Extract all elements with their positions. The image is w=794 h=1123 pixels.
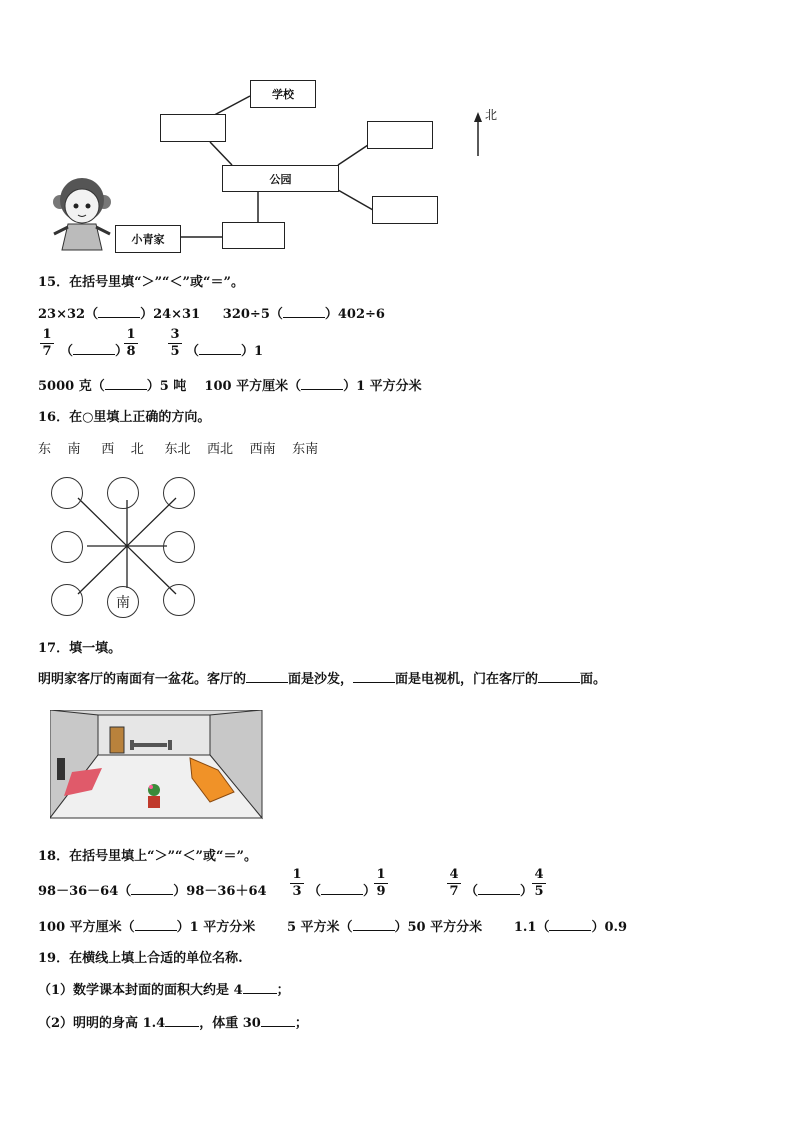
- map-school-label: 学校: [272, 88, 294, 101]
- answer-blank[interactable]: [538, 670, 580, 683]
- direction-circle-nw[interactable]: [51, 477, 83, 509]
- fraction-1-8: $\frac{1}{8}$: [124, 327, 138, 360]
- answer-blank[interactable]: [243, 981, 277, 994]
- q19-item1: （1）数学课本封面的面积大约是 4 ；: [38, 983, 290, 998]
- fraction-4-7: $\frac{4}{7}$: [447, 867, 461, 900]
- fraction-1-3: $\frac{1}{3}$: [290, 867, 304, 900]
- fraction-3-5: $\frac{3}{5}$: [168, 327, 182, 360]
- answer-blank[interactable]: [105, 377, 147, 390]
- map-empty-box-northwest: [160, 114, 226, 142]
- map-park-box: [222, 165, 339, 192]
- direction-circle-ne[interactable]: [163, 477, 195, 509]
- answer-blank[interactable]: [283, 305, 325, 318]
- q18-row1-paren2: （ ）: [465, 884, 534, 899]
- answer-blank[interactable]: [131, 882, 173, 895]
- q15-row2-paren1: （ ）: [60, 344, 129, 359]
- living-room-illustration: [50, 710, 265, 830]
- answer-blank[interactable]: [199, 342, 241, 355]
- q16-title: 16．在○里填上正确的方向。: [38, 410, 211, 425]
- map-empty-box-northeast: [367, 121, 433, 149]
- map-home-label: 小青家: [131, 233, 165, 246]
- direction-circle-s: [107, 586, 139, 618]
- direction-circle-w[interactable]: [51, 531, 83, 563]
- fraction-1-7: $\frac{1}{7}$: [40, 327, 54, 360]
- map-park-label: 公园: [269, 172, 292, 186]
- q19-title: 19．在横线上填上合适的单位名称.: [38, 951, 243, 966]
- answer-blank[interactable]: [261, 1014, 295, 1027]
- q16-directions: 东 南 西 北 东北 西北 西南 东南: [38, 442, 319, 457]
- q17-sentence: 明明家客厅的南面有一盆花。客厅的 面是沙发， 面是电视机，门在客厅的 面。: [38, 672, 607, 687]
- girl-illustration: [48, 172, 118, 257]
- q19-item2: （2）明明的身高 1.4 ，体重 30 ；: [38, 1016, 308, 1031]
- answer-blank[interactable]: [135, 918, 177, 931]
- direction-circle-n[interactable]: [107, 477, 139, 509]
- answer-blank[interactable]: [478, 882, 520, 895]
- fraction-1-9: $\frac{1}{9}$: [374, 867, 388, 900]
- answer-blank[interactable]: [165, 1014, 199, 1027]
- q18-row1-expr: 98－36－64（ ）98－36＋64: [38, 884, 267, 899]
- answer-blank[interactable]: [321, 882, 363, 895]
- map-home-box: [115, 225, 181, 253]
- direction-circle-e[interactable]: [163, 531, 195, 563]
- north-label: 北: [485, 108, 498, 122]
- answer-blank[interactable]: [73, 342, 115, 355]
- q15-title: 15．在括号里填“＞”“＜”或“＝”。: [38, 275, 244, 290]
- q18-row2: 100 平方厘米（ ）1 平方分米 5 平方米（ ）50 平方分米 1.1（ ）0.9: [38, 920, 628, 935]
- q17-title: 17．填一填。: [38, 641, 122, 656]
- answer-blank[interactable]: [98, 305, 140, 318]
- south-label: 南: [116, 595, 130, 611]
- q15-row2-paren2: （ ）1: [186, 344, 264, 359]
- q18-title: 18．在括号里填上“＞”“＜”或“＝”。: [38, 849, 257, 864]
- q15-row1: 23×32（ ）24×31 320÷5（ ）402÷6: [38, 307, 385, 322]
- answer-blank[interactable]: [301, 377, 343, 390]
- map-empty-box-south: [222, 222, 285, 249]
- answer-blank[interactable]: [246, 670, 288, 683]
- direction-circle-se[interactable]: [163, 584, 195, 616]
- q15-row3: 5000 克（ ）5 吨 100 平方厘米（ ）1 平方分米: [38, 379, 422, 394]
- q18-row1-paren1: （ ）: [308, 884, 377, 899]
- map-empty-box-southeast: [372, 196, 438, 224]
- direction-circle-sw[interactable]: [51, 584, 83, 616]
- answer-blank[interactable]: [549, 918, 591, 931]
- fraction-4-5: $\frac{4}{5}$: [532, 867, 546, 900]
- answer-blank[interactable]: [353, 918, 395, 931]
- answer-blank[interactable]: [353, 670, 395, 683]
- map-school-box: [250, 80, 316, 108]
